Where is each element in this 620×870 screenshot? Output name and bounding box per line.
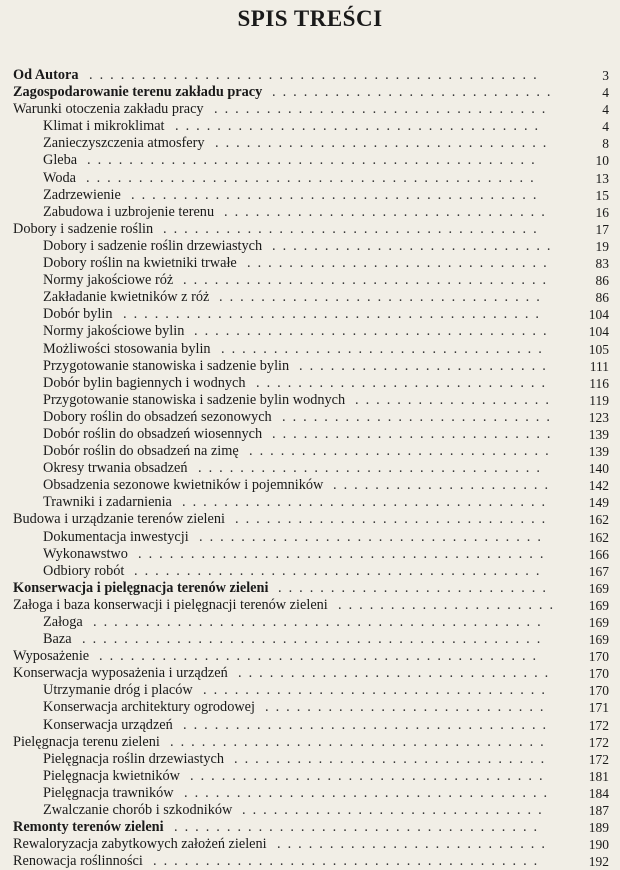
toc-entry-title: Okresy trwania obsadzeń bbox=[43, 460, 188, 477]
toc-page-number: 187 bbox=[588, 803, 609, 819]
toc-page-number: 170 bbox=[588, 666, 609, 682]
dot-leader: ................................... bbox=[183, 272, 554, 289]
toc-page-number: 104 bbox=[588, 324, 609, 340]
dot-leader: ............................. bbox=[242, 802, 549, 819]
toc-page-number: 149 bbox=[588, 495, 609, 511]
dot-leader: ............................... bbox=[219, 289, 547, 306]
toc-entry-title: Możliwości stosowania bylin bbox=[43, 340, 211, 357]
toc-entry bbox=[13, 358, 609, 375]
toc-entry bbox=[13, 306, 609, 323]
dot-leader: .......................... bbox=[277, 836, 552, 853]
toc-entry-title: Zadrzewienie bbox=[43, 186, 121, 203]
dot-leader: ....................................... bbox=[138, 545, 551, 562]
toc-entry-title: Konserwacja architektury ogrodowej bbox=[43, 699, 255, 716]
dot-leader: .............................. bbox=[238, 665, 556, 682]
toc-entry bbox=[13, 101, 609, 118]
dot-leader: ................................. bbox=[198, 460, 547, 477]
toc-entry-title: Normy jakościowe róż bbox=[43, 272, 174, 289]
toc-page-number: 169 bbox=[588, 632, 609, 648]
toc-entry bbox=[13, 375, 609, 392]
toc-page-number: 170 bbox=[588, 683, 609, 699]
toc-entry-title: Wyposażenie bbox=[13, 648, 90, 665]
table-of-contents bbox=[13, 67, 609, 870]
toc-entry bbox=[13, 819, 609, 836]
dot-leader: ................................... bbox=[174, 819, 545, 836]
toc-entry bbox=[13, 614, 609, 631]
toc-entry bbox=[13, 665, 609, 682]
dot-leader: ................................... bbox=[184, 784, 555, 801]
dot-leader: .......................... bbox=[278, 579, 553, 596]
toc-entry-title: Przygotowanie stanowiska i sadzenie bylin wodnych bbox=[43, 391, 346, 408]
toc-entry bbox=[13, 289, 609, 306]
toc-entry bbox=[13, 392, 609, 409]
dot-leader: ................................. bbox=[203, 682, 552, 699]
toc-entry bbox=[13, 546, 609, 563]
toc-entry bbox=[13, 580, 609, 597]
toc-page-number: 172 bbox=[588, 734, 609, 750]
toc-entry bbox=[13, 785, 609, 802]
toc-entry bbox=[13, 255, 609, 272]
toc-entry-title: Gleba bbox=[43, 152, 78, 169]
dot-leader: ..................... bbox=[338, 596, 561, 613]
toc-page-number: 16 bbox=[595, 204, 609, 220]
toc-entry-title: Zabudowa i uzbrojenie terenu bbox=[43, 203, 215, 220]
dot-leader: ................................ bbox=[214, 101, 553, 118]
dot-leader: .............................. bbox=[234, 750, 552, 767]
toc-page-number: 111 bbox=[589, 358, 609, 374]
dot-leader: ................................... bbox=[182, 494, 553, 511]
toc-entry-title: Konserwacja urządzeń bbox=[43, 716, 173, 733]
toc-page-number: 172 bbox=[588, 751, 609, 767]
toc-page-number: 139 bbox=[588, 444, 609, 460]
toc-entry bbox=[13, 768, 609, 785]
dot-leader: ........................... bbox=[265, 699, 551, 716]
dot-leader: ..................... bbox=[333, 477, 556, 494]
toc-entry-title: Utrzymanie dróg i placów bbox=[43, 682, 193, 699]
toc-entry-title: Rewaloryzacja zabytkowych założeń zieleni bbox=[13, 836, 267, 853]
toc-entry bbox=[13, 682, 609, 699]
toc-entry bbox=[13, 170, 609, 187]
toc-entry bbox=[13, 323, 609, 340]
dot-leader: ....................................... bbox=[134, 562, 547, 579]
toc-entry bbox=[13, 648, 609, 665]
toc-page-number: 190 bbox=[588, 837, 609, 853]
toc-entry-title: Zanieczyszczenia atmosfery bbox=[43, 135, 205, 152]
dot-leader: ................................... bbox=[183, 716, 554, 733]
toc-entry-title: Zakładanie kwietników z róż bbox=[43, 289, 210, 306]
toc-entry bbox=[13, 443, 609, 460]
toc-entry-title: Renowacja roślinności bbox=[13, 853, 143, 870]
toc-page-number: 15 bbox=[595, 187, 609, 203]
toc-entry-title: Dobór roślin do obsadzeń na zimę bbox=[43, 443, 239, 460]
toc-entry bbox=[13, 494, 609, 511]
toc-entry bbox=[13, 563, 609, 580]
toc-entry bbox=[13, 118, 609, 135]
toc-entry-title: Od Autora bbox=[13, 67, 79, 83]
toc-entry bbox=[13, 221, 609, 238]
toc-entry-title: Klimat i mikroklimat bbox=[43, 118, 165, 135]
toc-entry-title: Baza bbox=[43, 631, 72, 648]
toc-entry-title: Załoga bbox=[43, 614, 83, 630]
dot-leader: ........................... bbox=[272, 84, 558, 101]
toc-entry bbox=[13, 272, 609, 289]
toc-entry bbox=[13, 460, 609, 477]
toc-page-number: 86 bbox=[595, 273, 609, 289]
toc-page-number: 8 bbox=[602, 136, 609, 152]
dot-leader: .................................. bbox=[194, 323, 554, 340]
toc-page-number: 139 bbox=[588, 426, 609, 442]
dot-leader: ........................................... bbox=[89, 67, 544, 83]
toc-entry bbox=[13, 409, 609, 426]
dot-leader: ........................................... bbox=[87, 152, 542, 169]
dot-leader: ........................... bbox=[272, 425, 558, 442]
toc-page-number: 169 bbox=[588, 615, 609, 630]
dot-leader: .................................... bbox=[170, 733, 551, 750]
dot-leader: ............................. bbox=[247, 255, 554, 272]
toc-page-number: 192 bbox=[588, 854, 609, 870]
toc-entry bbox=[13, 597, 609, 614]
toc-entry-title: Dobory i sadzenie roślin bbox=[13, 220, 154, 237]
toc-entry-title: Wykonawstwo bbox=[43, 545, 128, 562]
toc-entry-title: Dobory roślin do obsadzeń sezonowych bbox=[43, 408, 272, 425]
toc-entry bbox=[13, 238, 609, 255]
toc-page-number: 4 bbox=[602, 119, 609, 135]
toc-entry-title: Zwalczanie chorób i szkodników bbox=[43, 802, 233, 819]
toc-entry bbox=[13, 751, 609, 768]
dot-leader: ............................................ bbox=[82, 631, 548, 648]
toc-entry-title: Remonty terenów zieleni bbox=[13, 819, 164, 836]
toc-entry-title: Dobór roślin do obsadzeń wiosennych bbox=[43, 425, 263, 442]
toc-page-number: 172 bbox=[588, 717, 609, 733]
toc-entry-title: Dobory roślin na kwietniki trwałe bbox=[43, 255, 237, 272]
toc-entry bbox=[13, 204, 609, 221]
toc-entry bbox=[13, 717, 609, 734]
toc-entry bbox=[13, 836, 609, 853]
dot-leader: ............................ bbox=[256, 374, 553, 391]
toc-page-number: 105 bbox=[588, 341, 609, 357]
dot-leader: ........................ bbox=[299, 357, 553, 374]
toc-entry-title: Zagospodarowanie terenu zakładu pracy bbox=[13, 84, 263, 101]
toc-page-number: 181 bbox=[588, 768, 609, 784]
toc-entry bbox=[13, 802, 609, 819]
toc-entry-title: Budowa i urządzanie terenów zieleni bbox=[13, 511, 225, 528]
toc-entry bbox=[13, 426, 609, 443]
toc-entry-title: Pielęgnacja roślin drzewiastych bbox=[43, 750, 225, 767]
dot-leader: ................................. bbox=[199, 528, 548, 545]
toc-entry-title: Załoga i baza konserwacji i pielęgnacji terenów zieleni bbox=[13, 596, 328, 613]
toc-page-number: 19 bbox=[595, 238, 609, 254]
toc-entry-title: Pielęgnacja kwietników bbox=[43, 767, 180, 784]
toc-entry-title: Trawniki i zadarnienia bbox=[43, 494, 172, 511]
dot-leader: ................................... bbox=[175, 118, 546, 135]
toc-page-number: 167 bbox=[588, 563, 609, 579]
toc-page-number: 140 bbox=[588, 461, 609, 477]
dot-leader: ........................................... bbox=[86, 169, 541, 186]
toc-entry-title: Pielęgnacja terenu zieleni bbox=[13, 733, 160, 750]
toc-page-number: 166 bbox=[588, 546, 609, 562]
toc-entry-title: Odbiory robót bbox=[43, 562, 125, 579]
dot-leader: ........................................ bbox=[123, 306, 546, 323]
toc-entry bbox=[13, 631, 609, 648]
toc-page-number: 162 bbox=[588, 512, 609, 528]
toc-page-number: 171 bbox=[588, 700, 609, 716]
toc-entry-title: Konserwacja wyposażenia i urządzeń bbox=[13, 665, 228, 682]
toc-entry-title: Dobory i sadzenie roślin drzewiastych bbox=[43, 237, 263, 254]
dot-leader: ............................... bbox=[221, 340, 549, 357]
toc-page-number: 4 bbox=[602, 102, 609, 118]
toc-entry-title: Dobór bylin bagiennych i wodnych bbox=[43, 374, 246, 391]
toc-entry-title: Woda bbox=[43, 169, 76, 186]
toc-page-number: 170 bbox=[588, 649, 609, 665]
toc-entry bbox=[13, 511, 609, 528]
toc-page-number: 189 bbox=[588, 820, 609, 836]
dot-leader: .................................... bbox=[163, 220, 544, 237]
dot-leader: .............................. bbox=[235, 511, 553, 528]
page-title: SPIS TREŚCI bbox=[237, 6, 383, 31]
toc-entry bbox=[13, 152, 609, 169]
dot-leader: ................... bbox=[355, 391, 556, 408]
toc-page-number: 86 bbox=[595, 290, 609, 306]
dot-leader: ..................................... bbox=[153, 853, 545, 870]
toc-page-number: 123 bbox=[588, 409, 609, 425]
toc-entry bbox=[13, 84, 609, 101]
toc-entry bbox=[13, 734, 609, 751]
toc-page-number: 13 bbox=[595, 170, 609, 186]
toc-page-number: 142 bbox=[588, 478, 609, 494]
toc-page-number: 83 bbox=[595, 256, 609, 272]
toc-page-number: 169 bbox=[588, 597, 609, 613]
toc-entry bbox=[13, 187, 609, 204]
toc-page-number: 3 bbox=[602, 68, 609, 83]
toc-entry bbox=[13, 341, 609, 358]
toc-entry bbox=[13, 477, 609, 494]
toc-entry-title: Normy jakościowe bylin bbox=[43, 323, 185, 340]
toc-entry bbox=[13, 699, 609, 716]
toc-entry bbox=[13, 67, 609, 84]
toc-page-number: 104 bbox=[588, 307, 609, 323]
toc-entry bbox=[13, 529, 609, 546]
dot-leader: ........................... bbox=[272, 237, 558, 254]
toc-entry-title: Warunki otoczenia zakładu pracy bbox=[13, 101, 204, 118]
toc-page-number: 169 bbox=[588, 580, 609, 596]
toc-page-number: 162 bbox=[588, 529, 609, 545]
dot-leader: .................................. bbox=[190, 767, 550, 784]
dot-leader: ....................................... bbox=[131, 186, 544, 203]
toc-page-number: 10 bbox=[595, 153, 609, 169]
toc-entry-title: Konserwacja i pielęgnacja terenów zieleni bbox=[13, 579, 269, 596]
toc-entry-title: Dokumentacja inwestycji bbox=[43, 528, 189, 545]
toc-entry bbox=[13, 135, 609, 152]
dot-leader: ........................................... bbox=[93, 614, 548, 630]
toc-page-number: 17 bbox=[595, 221, 609, 237]
toc-page-number: 4 bbox=[602, 85, 609, 101]
toc-page-number: 184 bbox=[588, 785, 609, 801]
toc-entry bbox=[13, 853, 609, 870]
dot-leader: ................................ bbox=[215, 135, 554, 152]
dot-leader: ............................. bbox=[249, 443, 556, 460]
toc-entry-title: Obsadzenia sezonowe kwietników i pojemników bbox=[43, 477, 324, 494]
toc-page-number: 116 bbox=[589, 375, 609, 391]
toc-page-number: 119 bbox=[589, 392, 609, 408]
toc-entry-title: Przygotowanie stanowiska i sadzenie bylin bbox=[43, 357, 290, 374]
dot-leader: .......................... bbox=[282, 408, 557, 425]
toc-entry-title: Pielęgnacja trawników bbox=[43, 784, 174, 801]
dot-leader: .......................................... bbox=[99, 648, 544, 665]
toc-entry-title: Dobór bylin bbox=[43, 306, 113, 323]
dot-leader: ............................... bbox=[224, 203, 552, 220]
